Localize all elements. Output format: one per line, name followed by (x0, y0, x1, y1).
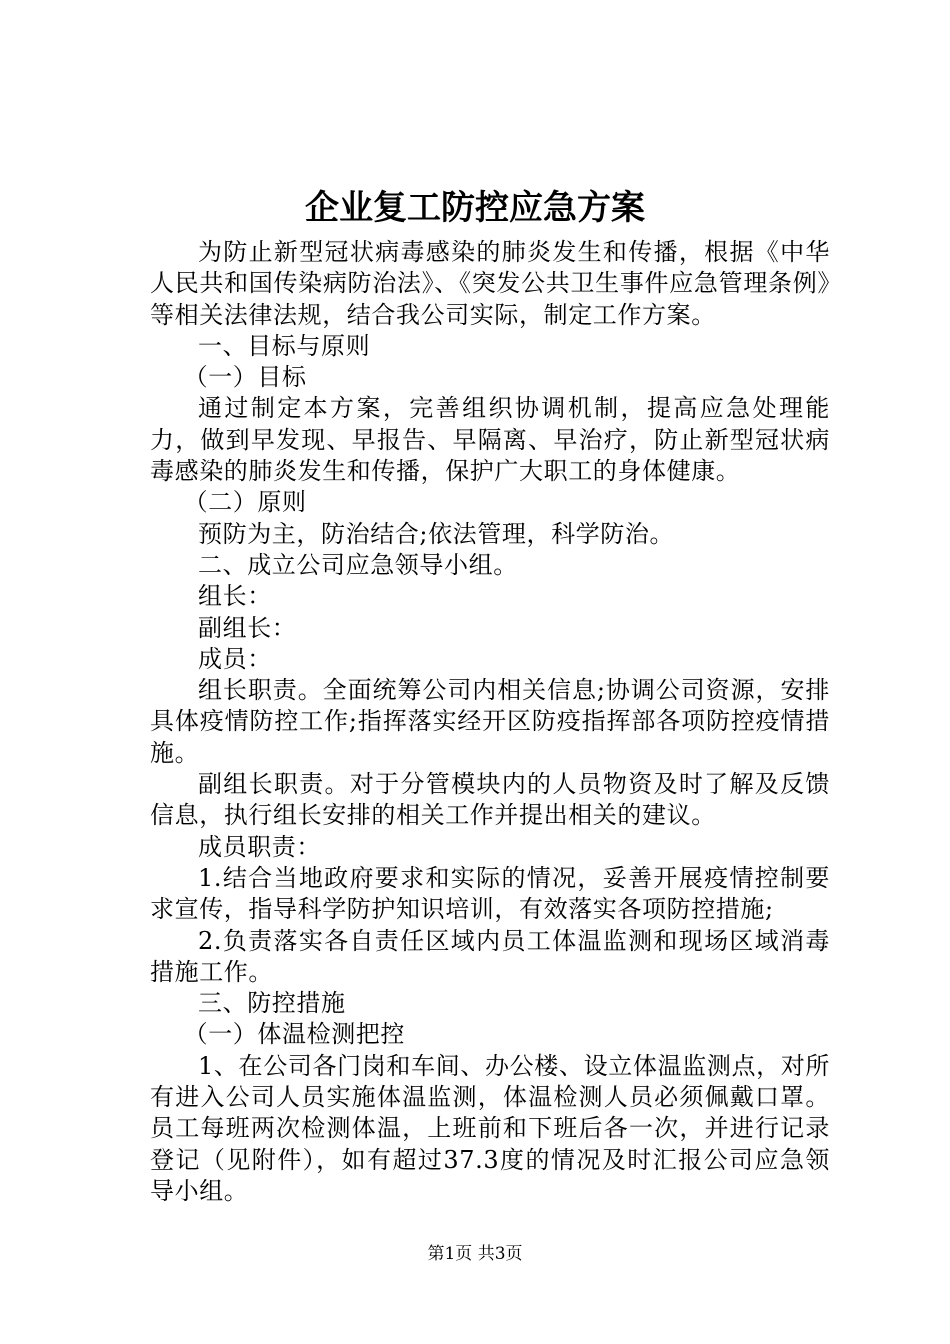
document-title: 企业复工防控应急方案 (305, 188, 645, 228)
subsection-heading-principle: （二）原则 (183, 488, 307, 517)
list-item-duty-1: 1.结合当地政府要求和实际的情况，妥善开展疫情控制要求宣传，指导科学防护知识培训，有效落实各项防控措施; (150, 863, 830, 924)
subsection-heading-temperature: （一）体温检测把控 (183, 1020, 405, 1049)
section-heading-3: 三、防控措施 (198, 989, 346, 1018)
page-number: 第1页 共3页 (427, 1244, 523, 1264)
list-item-duty-2: 2.负责落实各自责任区域内员工体温监测和现场区域消毒措施工作。 (150, 926, 830, 986)
section-heading-2: 二、成立公司应急领导小组。 (198, 550, 518, 579)
paragraph-leader: 组长： (198, 582, 272, 611)
paragraph-deputy-duties: 副组长职责。对于分管模块内的人员物资及时了解及反馈信息，执行组长安排的相关工作并提出相关的建议。 (150, 770, 830, 830)
subsection-heading-goal: （一）目标 (183, 363, 307, 392)
document-body (150, 237, 830, 1207)
paragraph-members: 成员： (198, 644, 272, 673)
paragraph-temperature: 1、在公司各门岗和车间、办公楼、设立体温监测点，对所有进入公司人员实施体温监测，体温检测人员必须佩戴口罩。员工每班两次检测体温，上班前和下班后各一次，并进行记录登记（见附件），如有超过37.3度的情况及时汇报公司应急领导小组。 (150, 1051, 830, 1205)
paragraph-member-duties: 成员职责： (198, 832, 321, 861)
section-heading-1: 一、目标与原则 (198, 331, 371, 360)
paragraph-principle: 预防为主，防治结合;依法管理，科学防治。 (198, 519, 675, 548)
paragraph-intro: 为防止新型冠状病毒感染的肺炎发生和传播，根据《中华人民共和国传染病防治法》、《突发公共卫生事件应急管理条例》等相关法律法规，结合我公司实际，制定工作方案。 (150, 238, 830, 329)
paragraph-deputy-leader: 副组长： (198, 613, 297, 642)
paragraph-goal: 通过制定本方案，完善组织协调机制，提高应急处理能力，做到早发现、早报告、早隔离、早治疗，防止新型冠状病毒感染的肺炎发生和传播，保护广大职工的身体健康。 (150, 394, 830, 486)
paragraph-leader-duties: 组长职责。全面统筹公司内相关信息;协调公司资源，安排具体疫情防控工作;指挥落实经开区防疫指挥部各项防控疫情措施。 (150, 676, 830, 767)
